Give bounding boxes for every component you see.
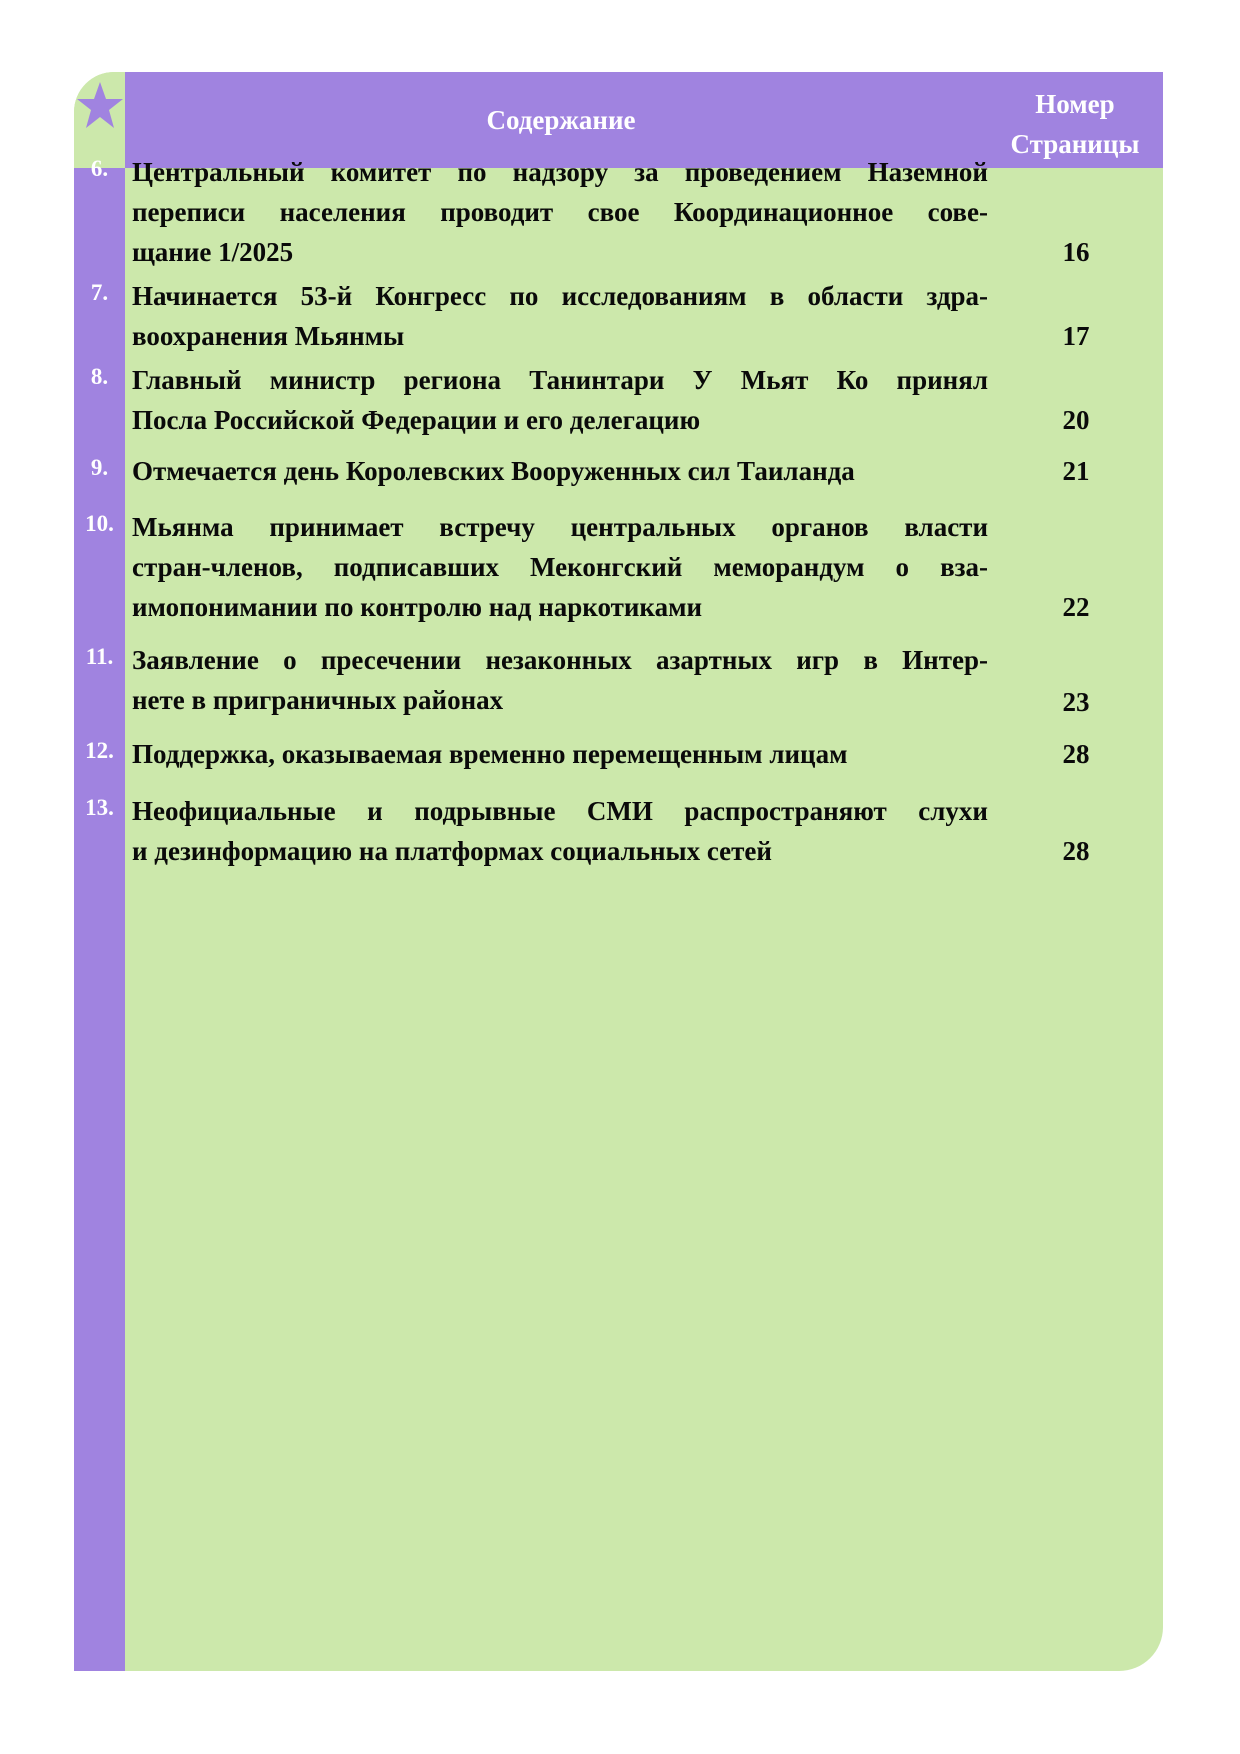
entry-title-line: щание 1/2025 (132, 237, 294, 267)
entry-title[interactable] (132, 276, 988, 356)
entry-title-line: Начинается 53-й Конгресс по исследованиям в области здра- (132, 281, 988, 311)
entry-title-line: Отмечается день Королевских Вооруженных сил Таиланда (132, 456, 855, 486)
entry-title-line: воохранения Мьянмы (132, 321, 405, 351)
toc-panel (74, 72, 1163, 1671)
entry-title[interactable] (132, 507, 988, 627)
left-accent-bar (74, 168, 125, 1671)
entry-number: 9. (90, 455, 109, 480)
entry-title-line: Неофициальные и подрывные СМИ распространяют слухи (132, 796, 988, 826)
entry-title[interactable] (132, 734, 988, 774)
entry-page-number: 20 (1062, 405, 1090, 435)
entry-title-line: Заявление о пресечении незаконных азартных игр в Интер- (132, 645, 988, 675)
entry-page-number: 28 (1062, 836, 1090, 866)
entry-title-line: переписи населения проводит свое Координационное сове- (132, 197, 988, 227)
entry-number: 11. (85, 644, 114, 669)
page-number-heading-line1: Номер (1035, 89, 1115, 119)
page-number-heading (995, 84, 1155, 164)
entry-title[interactable] (132, 791, 988, 871)
entry-number: 6. (90, 156, 109, 181)
entry-title[interactable] (132, 152, 988, 272)
page-number-heading-line2: Страницы (1010, 129, 1140, 159)
entry-page-number: 28 (1062, 739, 1090, 769)
entry-number: 7. (90, 280, 109, 305)
entry-page-number: 21 (1062, 456, 1090, 486)
entry-title[interactable] (132, 640, 988, 720)
entry-title-line: Посла Российской Федерации и его делегацию (132, 405, 701, 435)
entry-title-line: Центральный комитет по надзору за проведением Наземной (132, 157, 988, 187)
entry-number: 13. (85, 795, 114, 820)
entry-title-line: имопонимании по контролю над наркотиками (132, 592, 703, 622)
entry-title[interactable] (132, 451, 988, 491)
contents-heading: Содержание (486, 105, 636, 135)
star-box (74, 72, 125, 168)
entry-title-line: Главный министр региона Танинтари У Мьят Ко принял (132, 365, 988, 395)
entry-page-number: 23 (1062, 687, 1090, 717)
entry-number: 8. (90, 364, 109, 389)
entry-number: 10. (85, 511, 114, 536)
entry-page-number: 16 (1062, 237, 1090, 267)
entry-title-line: стран-членов, подписавших Меконгский меморандум о вза- (132, 552, 988, 582)
entry-title-line: и дезинформацию на платформах социальных сетей (132, 836, 772, 866)
entry-title-line: Мьянма принимает встречу центральных органов власти (132, 512, 988, 542)
entry-title-line: Поддержка, оказываемая временно перемещенным лицам (132, 739, 848, 769)
star-icon (77, 80, 123, 130)
entry-page-number: 17 (1062, 321, 1090, 351)
entry-number: 12. (85, 738, 114, 763)
entry-title[interactable] (132, 360, 988, 440)
entry-page-number: 22 (1062, 592, 1090, 622)
entry-title-line: нете в приграничных районах (132, 685, 504, 715)
